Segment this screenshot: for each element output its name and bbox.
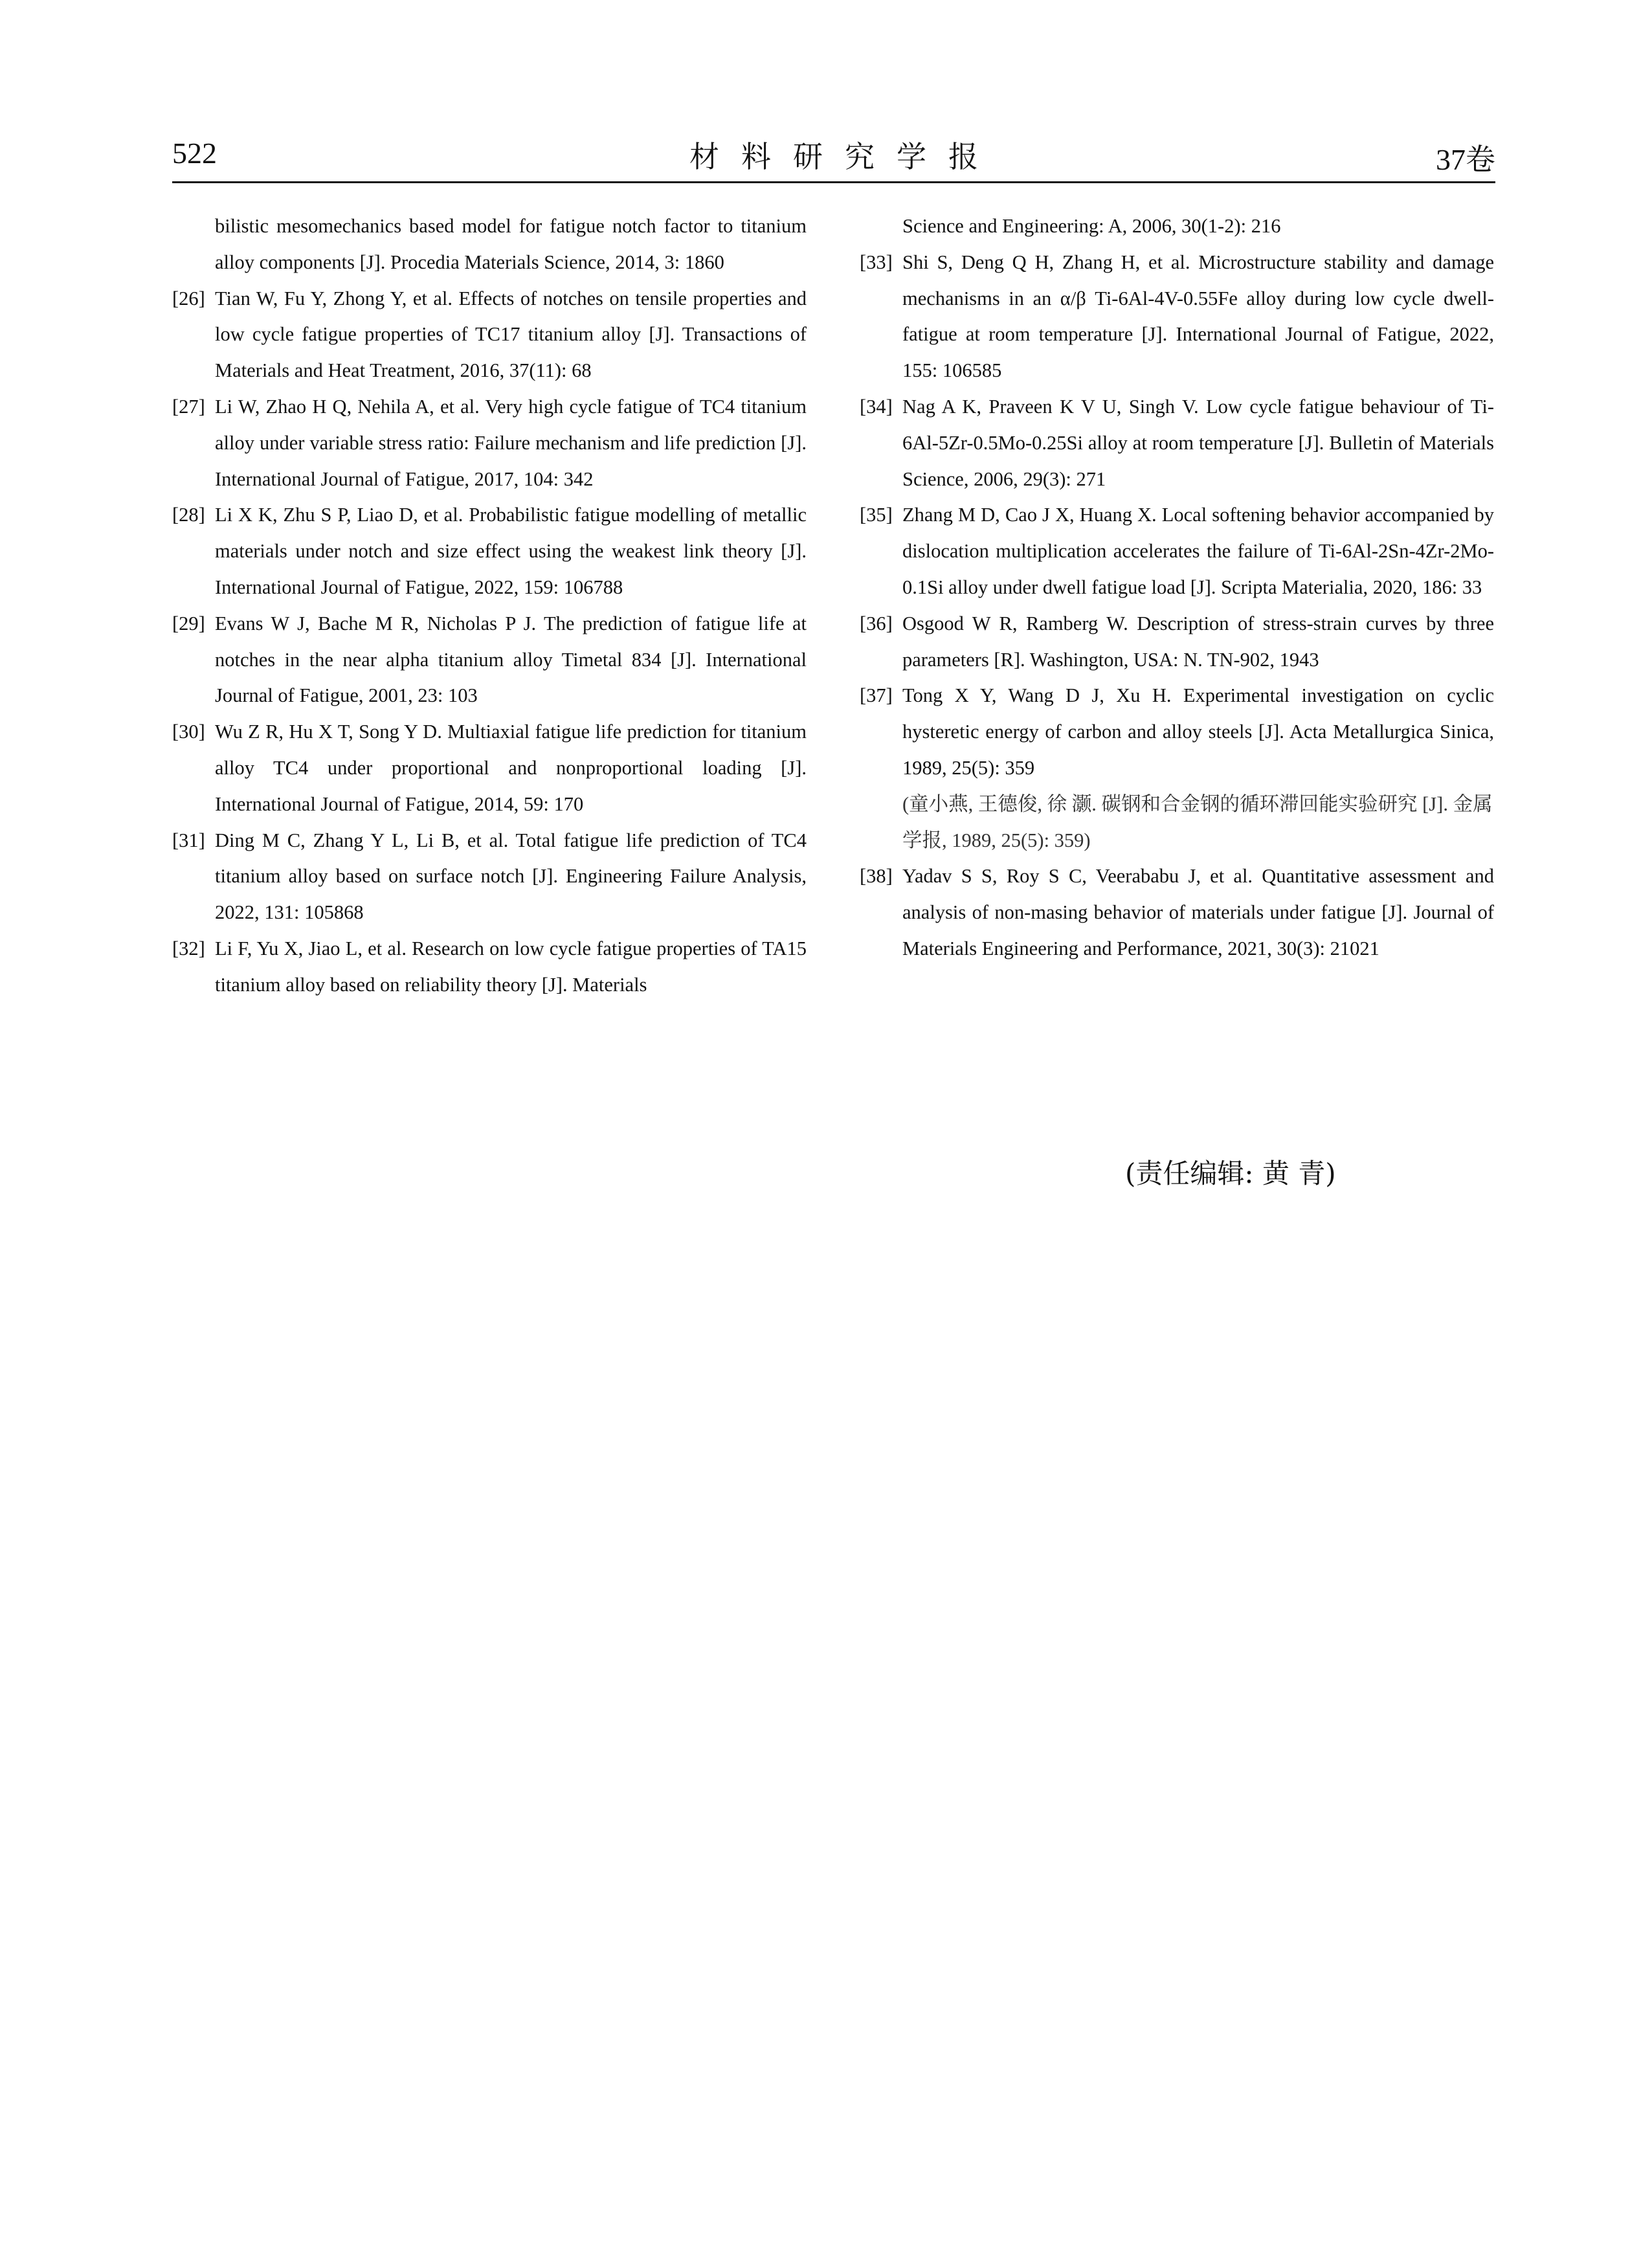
reference-text: Osgood W R, Ramberg W. Description of stress-strain curves by three parameters [R]. Washington, USA: N. TN-902, 1943 <box>902 612 1494 671</box>
reference-number: [28] <box>172 504 205 526</box>
reference-number: [29] <box>172 612 205 634</box>
reference-item <box>860 245 1494 389</box>
reference-item <box>172 389 807 497</box>
reference-text: Wu Z R, Hu X T, Song Y D. Multiaxial fatigue life prediction for titanium alloy TC4 under proportional and nonproportional loading [J]. International Journal of Fatigue, 2014, 59: 170 <box>215 721 807 815</box>
reference-text: Yadav S S, Roy S C, Veerababu J, et al. Quantitative assessment and analysis of non-masing behavior of materials under fatigue [J]. Journal of Materials Engineering and Performance, 2021, 30(3): 21021 <box>902 865 1494 959</box>
reference-number: [26] <box>172 287 205 309</box>
reference-text: Li X K, Zhu S P, Liao D, et al. Probabilistic fatigue modelling of metallic materials under notch and size effect using the weakest link theory [J]. International Journal of Fatigue, 2022, 159: 106788 <box>215 504 807 598</box>
reference-item <box>172 606 807 714</box>
reference-item <box>860 606 1494 678</box>
reference-chinese-translation: (童小燕, 王德俊, 徐 灏. 碳钢和合金钢的循环滞回能实验研究 [J]. 金属学报, 1989, 25(5): 359) <box>902 792 1493 851</box>
reference-text: Nag A K, Praveen K V U, Singh V. Low cycle fatigue behaviour of Ti-6Al-5Zr-0.5Mo-0.25Si alloy at room temperature [J]. Bulletin of Materials Science, 2006, 29(3): 271 <box>902 395 1494 490</box>
reference-item <box>172 497 807 605</box>
reference-item <box>860 389 1494 497</box>
reference-text: Li F, Yu X, Jiao L, et al. Research on low cycle fatigue properties of TA15 titanium alloy based on reliability theory [J]. Materials <box>215 937 807 996</box>
journal-title: 材料研究学报 <box>689 140 1000 174</box>
reference-number: [38] <box>860 865 893 888</box>
reference-item <box>172 714 807 822</box>
reference-text: Evans W J, Bache M R, Nicholas P J. The prediction of fatigue life at notches in the near alpha titanium alloy Timetal 834 [J]. International Journal of Fatigue, 2001, 23: 103 <box>215 612 807 707</box>
reference-item <box>172 823 807 931</box>
running-header <box>172 128 1495 183</box>
reference-item <box>172 281 807 389</box>
reference-number: [36] <box>860 612 893 634</box>
reference-number: [35] <box>860 504 893 526</box>
reference-item <box>172 931 807 1003</box>
reference-continuation: bilistic mesomechanics based model for fatigue notch factor to titanium alloy components [J]. Procedia Materials Science, 2014, 3: 1860 <box>215 215 807 273</box>
reference-number: [31] <box>172 829 205 851</box>
reference-column-left <box>172 208 807 1003</box>
reference-text: Ding M C, Zhang Y L, Li B, et al. Total fatigue life prediction of TC4 titanium alloy based on surface notch [J]. Engineering Failure Analysis, 2022, 131: 105868 <box>215 829 807 924</box>
reference-continuation: Science and Engineering: A, 2006, 30(1-2): 216 <box>902 215 1281 237</box>
reference-number: [33] <box>860 251 893 273</box>
page-number: 522 <box>172 137 217 170</box>
volume-label: 37卷 <box>1436 143 1495 176</box>
reference-item <box>860 858 1494 967</box>
reference-item <box>860 497 1494 605</box>
reference-item <box>860 678 1494 786</box>
reference-number: [27] <box>172 395 205 418</box>
reference-number: [37] <box>860 684 893 707</box>
reference-text: Li W, Zhao H Q, Nehila A, et al. Very high cycle fatigue of TC4 titanium alloy under variable stress ratio: Failure mechanism and life prediction [J]. International Journal of Fatigue, 2017, 104: 342 <box>215 395 807 490</box>
reference-text: Zhang M D, Cao J X, Huang X. Local softening behavior accompanied by dislocation multiplication accelerates the failure of Ti-6Al-2Sn-4Zr-2Mo-0.1Si alloy under dwell fatigue load [J]. Scripta Materialia, 2020, 186: 33 <box>902 504 1494 598</box>
reference-number: [30] <box>172 721 205 743</box>
reference-text: Shi S, Deng Q H, Zhang H, et al. Microstructure stability and damage mechanisms in an α/β Ti-6Al-4V-0.55Fe alloy during low cycle dwell-fatigue at room temperature [J]. International Journal of Fatigue, 2022, 155: 106585 <box>902 251 1494 382</box>
reference-text: Tong X Y, Wang D J, Xu H. Experimental investigation on cyclic hysteretic energy of carbon and alloy steels [J]. Acta Metallurgica Sinica, 1989, 25(5): 359 <box>902 684 1494 779</box>
reference-column-right <box>860 208 1494 967</box>
reference-number: [32] <box>172 937 205 959</box>
editor-note: (责任编辑: 黄 青) <box>1125 1158 1336 1189</box>
reference-number: [34] <box>860 395 893 418</box>
reference-text: Tian W, Fu Y, Zhong Y, et al. Effects of notches on tensile properties and low cycle fatigue properties of TC17 titanium alloy [J]. Transactions of Materials and Heat Treatment, 2016, 37(11): 68 <box>215 287 807 382</box>
